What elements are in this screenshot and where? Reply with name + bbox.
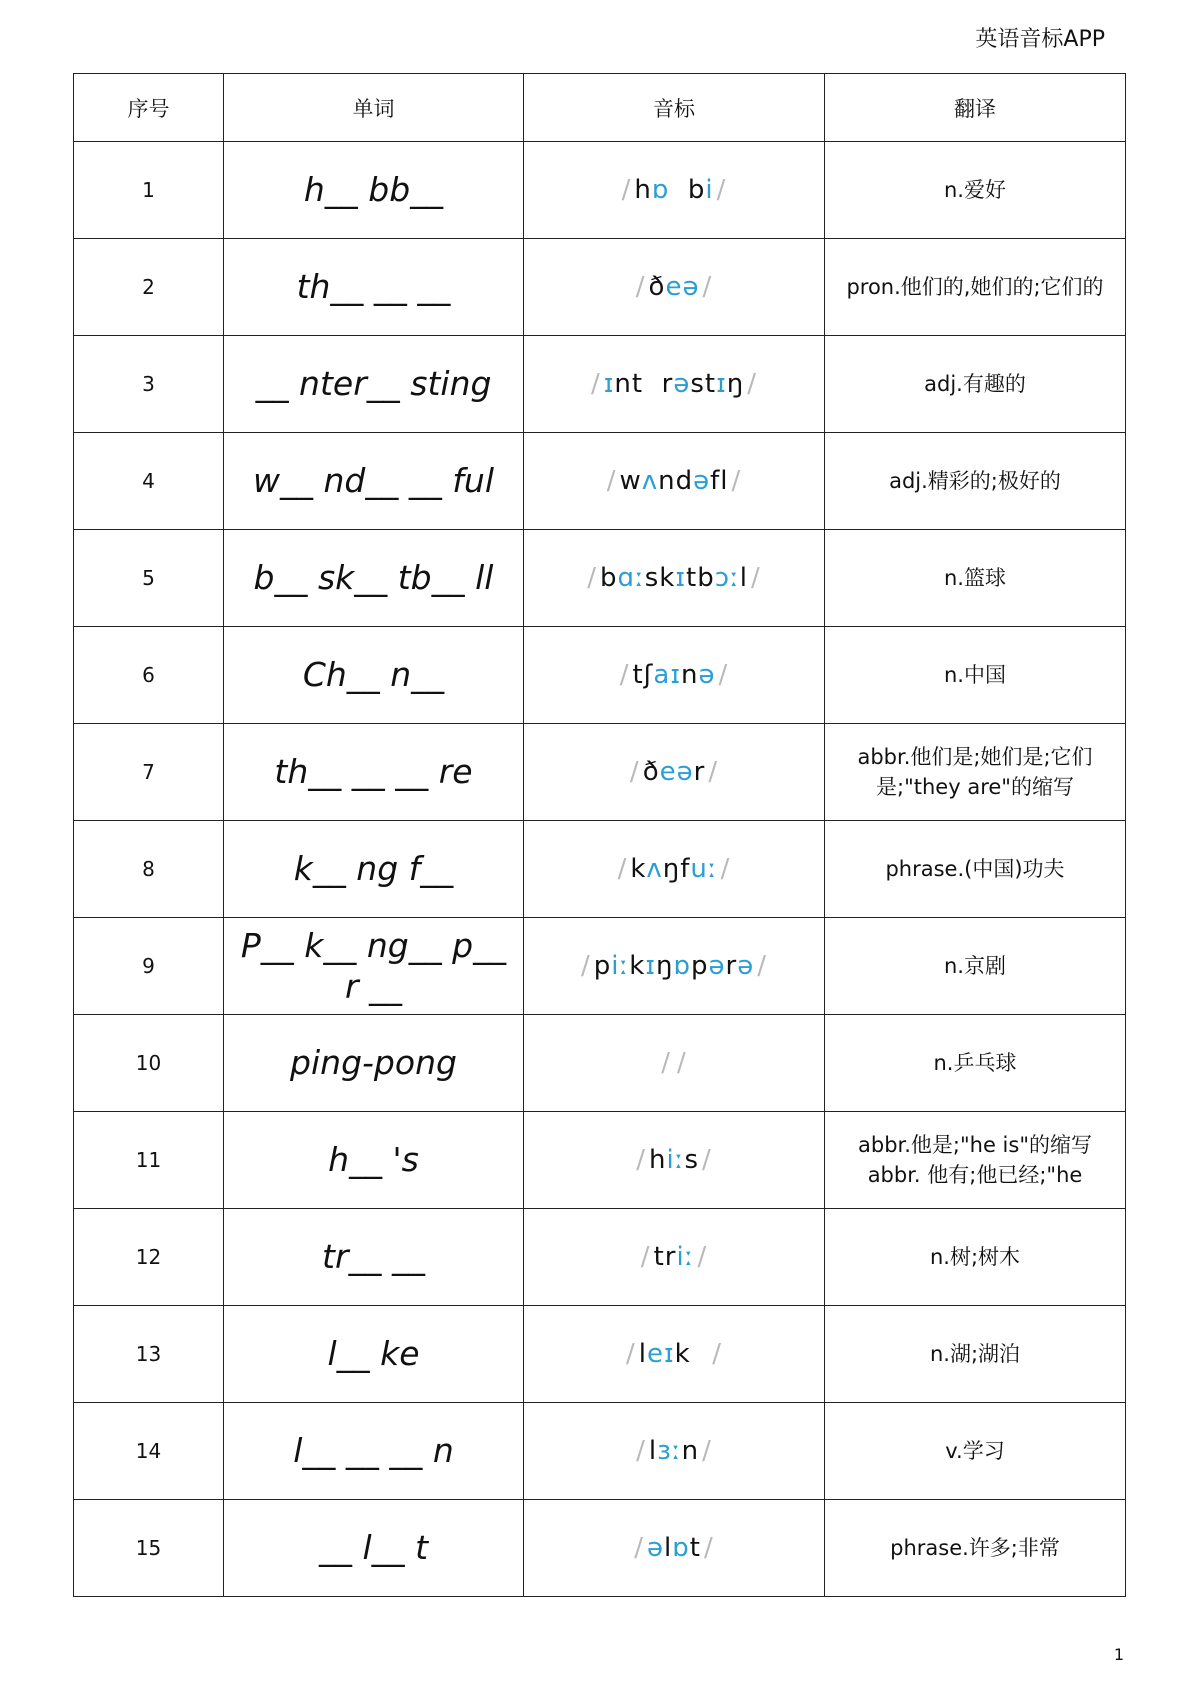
phonetic-vowel-highlight: eə bbox=[659, 757, 694, 787]
phonetic-vowel-highlight: ɪ bbox=[716, 369, 727, 399]
phonetic-transcription bbox=[524, 1015, 825, 1112]
phonetic-segment: ð bbox=[642, 757, 660, 787]
table-row bbox=[74, 1015, 1126, 1112]
phonetic-slash-close: / bbox=[702, 272, 713, 302]
phonetic-slash-open: / bbox=[629, 757, 640, 787]
row-number: 13 bbox=[74, 1306, 224, 1403]
row-number: 6 bbox=[74, 627, 224, 724]
table-row bbox=[74, 1112, 1126, 1209]
phonetic-transcription bbox=[524, 1306, 825, 1403]
phonetic-segment: p bbox=[691, 951, 709, 981]
phonetic-slash-close: / bbox=[702, 1436, 712, 1466]
column-header-phonetic: 音标 bbox=[524, 74, 825, 142]
phonetic-vowel-highlight: eə bbox=[665, 272, 700, 302]
column-header-number: 序号 bbox=[74, 74, 224, 142]
phonetic-slash-open: / bbox=[640, 1242, 651, 1272]
translation: n.中国 bbox=[825, 627, 1126, 724]
table-row bbox=[74, 724, 1126, 821]
phonetic-segment: tʃ bbox=[632, 660, 654, 690]
translation: n.乒乓球 bbox=[825, 1015, 1126, 1112]
phonetic-segment: r bbox=[693, 757, 706, 787]
phonetic-slash-open: / bbox=[634, 1533, 645, 1563]
phonetic-slash-close: / bbox=[712, 1339, 723, 1369]
phonetic-vowel-highlight: ɪ bbox=[603, 369, 615, 399]
phonetic-segment: n bbox=[681, 1436, 700, 1466]
phonetic-transcription bbox=[524, 142, 825, 239]
phonetic-segment: h bbox=[648, 1145, 667, 1175]
phonetic-segment: t bbox=[689, 1533, 701, 1563]
page-number: 1 bbox=[1113, 1645, 1124, 1664]
phonetic-vowel-highlight: ɑː bbox=[617, 563, 645, 593]
phonetic-transcription bbox=[524, 1112, 825, 1209]
fill-in-word: l__ __ __ n bbox=[224, 1403, 524, 1500]
fill-in-word: __ nter__ sting bbox=[224, 336, 524, 433]
table-row bbox=[74, 1306, 1126, 1403]
phonetic-slash-close: / bbox=[720, 854, 731, 884]
row-number: 5 bbox=[74, 530, 224, 627]
phonetic-vowel-highlight: ɒ bbox=[672, 1533, 690, 1563]
phonetic-slash-close: / bbox=[703, 1533, 714, 1563]
phonetic-segment: l bbox=[739, 563, 749, 593]
phonetic-vowel-highlight: ɒ bbox=[673, 951, 691, 981]
phonetic-slash-close: / bbox=[708, 757, 719, 787]
phonetic-slash-open: / bbox=[636, 1145, 646, 1175]
phonetic-slash-open: / bbox=[590, 369, 601, 399]
phonetic-segment: w bbox=[619, 466, 642, 496]
phonetic-vowel-highlight: ə bbox=[647, 1533, 665, 1563]
fill-in-word: th__ __ __ re bbox=[224, 724, 524, 821]
phonetic-slash-close: / bbox=[702, 1145, 712, 1175]
phonetic-transcription bbox=[524, 336, 825, 433]
phonetic-transcription bbox=[524, 530, 825, 627]
table-row bbox=[74, 239, 1126, 336]
table-row bbox=[74, 433, 1126, 530]
phonetic-vowel-highlight: ɪ bbox=[675, 563, 687, 593]
row-number: 15 bbox=[74, 1500, 224, 1597]
phonetic-slash-close: / bbox=[716, 175, 727, 205]
phonetic-slash-open: / bbox=[625, 1339, 636, 1369]
translation: abbr.他是;"he is"的缩写 abbr. 他有;他已经;"he bbox=[825, 1112, 1126, 1209]
fill-in-word: h__ 's bbox=[224, 1112, 524, 1209]
row-number: 11 bbox=[74, 1112, 224, 1209]
phonetic-slash-close: / bbox=[731, 466, 742, 496]
phonetic-slash-close: / bbox=[697, 1242, 708, 1272]
phonetic-segment: ŋf bbox=[662, 854, 691, 884]
translation: phrase.(中国)功夫 bbox=[825, 821, 1126, 918]
fill-in-word: th__ __ __ bbox=[224, 239, 524, 336]
phonetic-segment: ð bbox=[648, 272, 666, 302]
phonetic-vowel-highlight: iː bbox=[666, 1145, 685, 1175]
table-row bbox=[74, 1209, 1126, 1306]
translation: n.树;树木 bbox=[825, 1209, 1126, 1306]
phonetic-vowel-highlight: ə bbox=[737, 951, 755, 981]
phonetic-slash-open: / bbox=[635, 272, 646, 302]
fill-in-word: ping-pong bbox=[224, 1015, 524, 1112]
phonetic-vowel-highlight: ə bbox=[708, 951, 726, 981]
phonetic-slash-open: / bbox=[617, 854, 628, 884]
phonetic-transcription bbox=[524, 724, 825, 821]
phonetic-vowel-highlight: ɜː bbox=[657, 1436, 682, 1466]
table-row bbox=[74, 142, 1126, 239]
phonetic-transcription bbox=[524, 1209, 825, 1306]
phonetic-slash-close: / bbox=[718, 660, 729, 690]
phonetic-vowel-highlight: ʌ bbox=[641, 466, 659, 496]
phonetic-transcription bbox=[524, 627, 825, 724]
phonetic-segment: ŋ bbox=[656, 951, 674, 981]
translation: adj.有趣的 bbox=[825, 336, 1126, 433]
phonetic-segment: s bbox=[684, 1145, 699, 1175]
column-header-word: 单词 bbox=[224, 74, 524, 142]
fill-in-word: tr__ __ bbox=[224, 1209, 524, 1306]
table-row bbox=[74, 530, 1126, 627]
phonetic-slash-close: / bbox=[747, 369, 757, 399]
phonetic-vowel-highlight: ɔː bbox=[714, 563, 740, 593]
phonetic-vowel-highlight: i bbox=[705, 175, 714, 205]
fill-in-word: __ l__ t bbox=[224, 1500, 524, 1597]
translation: n.京剧 bbox=[825, 918, 1126, 1015]
translation: pron.他们的,她们的;它们的 bbox=[825, 239, 1126, 336]
phonetic-segment: b bbox=[599, 563, 618, 593]
phonetic-segment: l bbox=[664, 1533, 673, 1563]
table-body bbox=[74, 142, 1126, 1597]
phonetic-vowel-highlight: uː bbox=[690, 854, 718, 884]
phonetic-slash-close: / bbox=[751, 563, 761, 593]
translation: phrase.许多;非常 bbox=[825, 1500, 1126, 1597]
phonetic-slash-open: / bbox=[606, 466, 617, 496]
fill-in-word: w__ nd__ __ ful bbox=[224, 433, 524, 530]
phonetic-segment: b bbox=[669, 175, 706, 205]
row-number: 12 bbox=[74, 1209, 224, 1306]
row-number: 9 bbox=[74, 918, 224, 1015]
translation: v.学习 bbox=[825, 1403, 1126, 1500]
phonetic-segment: tb bbox=[686, 563, 715, 593]
table-row bbox=[74, 821, 1126, 918]
phonetic-segment: st bbox=[690, 369, 717, 399]
row-number: 4 bbox=[74, 433, 224, 530]
phonetic-transcription bbox=[524, 239, 825, 336]
phonetic-vowel-highlight: ʌ bbox=[646, 854, 663, 884]
phonetic-segment: r bbox=[725, 951, 738, 981]
table-row bbox=[74, 918, 1126, 1015]
phonetic-slash-close: / bbox=[757, 951, 767, 981]
fill-in-word: h__ bb__ bbox=[224, 142, 524, 239]
phonetic-vowel-highlight: ɪ bbox=[645, 951, 656, 981]
phonetic-transcription bbox=[524, 1500, 825, 1597]
phonetic-vowel-highlight: eɪ bbox=[646, 1339, 675, 1369]
phonetic-slash-open: / bbox=[581, 951, 591, 981]
vocabulary-table bbox=[73, 73, 1126, 1597]
phonetic-transcription bbox=[524, 821, 825, 918]
translation: n.篮球 bbox=[825, 530, 1126, 627]
phonetic-segment: p bbox=[593, 951, 612, 981]
phonetic-vowel-highlight: ə bbox=[698, 660, 716, 690]
row-number: 2 bbox=[74, 239, 224, 336]
fill-in-word: b__ sk__ tb__ ll bbox=[224, 530, 524, 627]
translation: n.爱好 bbox=[825, 142, 1126, 239]
translation: adj.精彩的;极好的 bbox=[825, 433, 1126, 530]
row-number: 8 bbox=[74, 821, 224, 918]
fill-in-word: P__ k__ ng__ p__ r __ bbox=[224, 918, 524, 1015]
phonetic-segment: tr bbox=[653, 1242, 677, 1272]
phonetic-vowel-highlight: aɪ bbox=[653, 660, 682, 690]
column-header-translation: 翻译 bbox=[825, 74, 1126, 142]
row-number: 10 bbox=[74, 1015, 224, 1112]
table-row bbox=[74, 1403, 1126, 1500]
row-number: 7 bbox=[74, 724, 224, 821]
phonetic-slash-open: / bbox=[661, 1048, 671, 1078]
phonetic-slash-open: / bbox=[621, 175, 632, 205]
phonetic-transcription bbox=[524, 433, 825, 530]
phonetic-segment: fl bbox=[710, 466, 729, 496]
row-number: 1 bbox=[74, 142, 224, 239]
phonetic-segment: nt r bbox=[614, 369, 674, 399]
phonetic-segment: sk bbox=[644, 563, 676, 593]
phonetic-segment: ŋ bbox=[726, 369, 745, 399]
table-row bbox=[74, 627, 1126, 724]
phonetic-segment: h bbox=[634, 175, 652, 205]
phonetic-segment: k bbox=[629, 951, 646, 981]
app-title: 英语音标APP bbox=[975, 27, 1105, 52]
translation: n.湖;湖泊 bbox=[825, 1306, 1126, 1403]
phonetic-segment: nd bbox=[658, 466, 694, 496]
phonetic-transcription bbox=[524, 918, 825, 1015]
phonetic-vowel-highlight: iː bbox=[676, 1242, 695, 1272]
phonetic-slash-open: / bbox=[636, 1436, 646, 1466]
phonetic-vowel-highlight: ɒ bbox=[651, 175, 670, 205]
translation: abbr.他们是;她们是;它们是;"they are"的缩写 bbox=[825, 724, 1126, 821]
phonetic-vowel-highlight: ə bbox=[693, 466, 711, 496]
phonetic-segment: l bbox=[648, 1436, 658, 1466]
fill-in-word: k__ ng f__ bbox=[224, 821, 524, 918]
phonetic-slash-open: / bbox=[587, 563, 597, 593]
fill-in-word: l__ ke bbox=[224, 1306, 524, 1403]
phonetic-vowel-highlight: ə bbox=[673, 369, 691, 399]
phonetic-segment: k bbox=[674, 1339, 710, 1369]
row-number: 3 bbox=[74, 336, 224, 433]
fill-in-word: Ch__ n__ bbox=[224, 627, 524, 724]
phonetic-segment: n bbox=[681, 660, 699, 690]
phonetic-slash-open: / bbox=[619, 660, 630, 690]
phonetic-transcription bbox=[524, 1403, 825, 1500]
table-header bbox=[74, 74, 1126, 142]
phonetic-segment: l bbox=[638, 1339, 647, 1369]
phonetic-vowel-highlight: iː bbox=[611, 951, 630, 981]
table-row bbox=[74, 1500, 1126, 1597]
table-row bbox=[74, 336, 1126, 433]
phonetic-slash-close: / bbox=[677, 1048, 687, 1078]
row-number: 14 bbox=[74, 1403, 224, 1500]
phonetic-segment: k bbox=[630, 854, 647, 884]
